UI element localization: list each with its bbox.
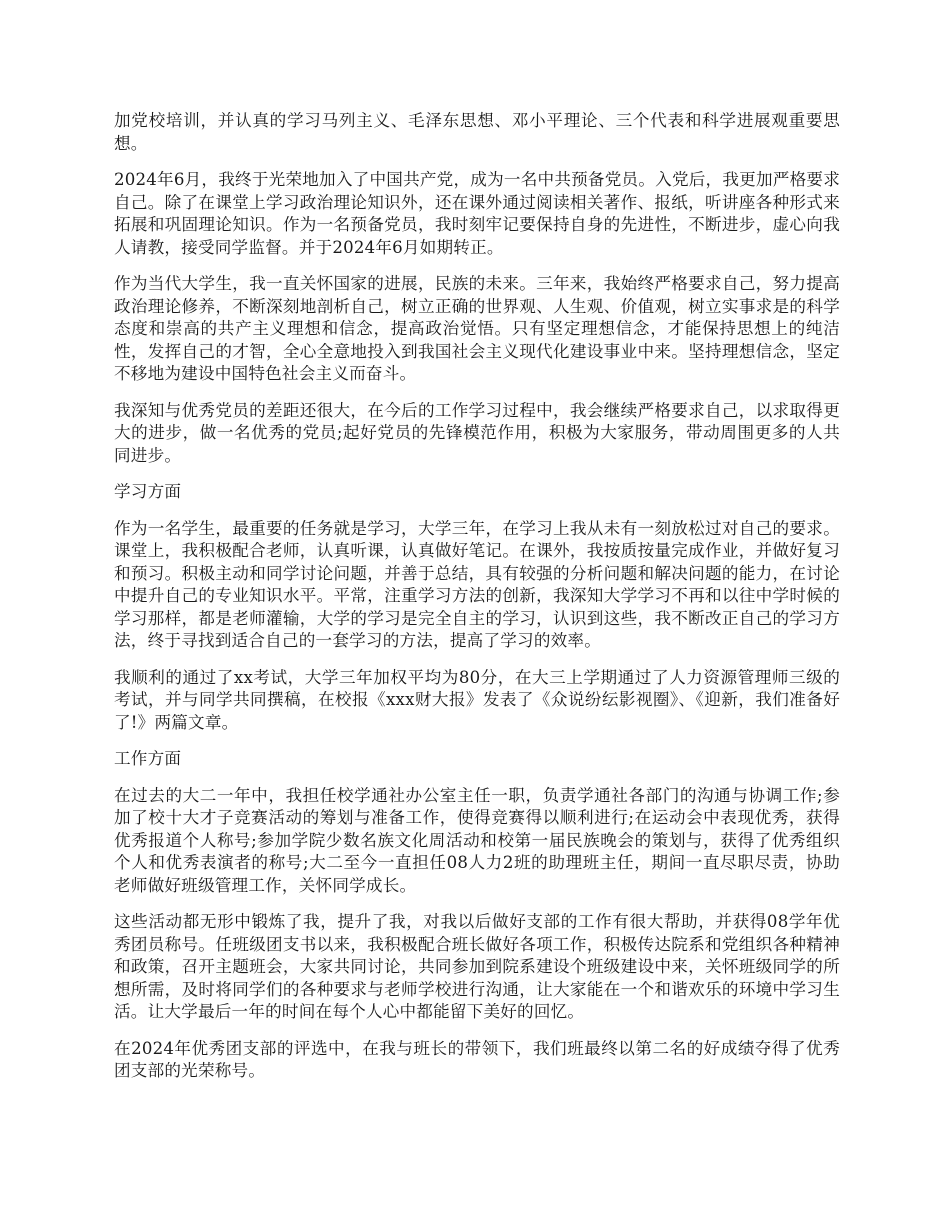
paragraph-self-improvement: 我深知与优秀党员的差距还很大，在今后的工作学习过程中，我会继续严格要求自己，以求取得更大的进步，做一名优秀的党员;起好党员的先锋模范作用，积极为大家服务，带动周围更多的人共同进步。 (114, 400, 840, 465)
section-heading-work: 工作方面 (114, 749, 182, 768)
paragraph-ideals: 作为当代大学生，我一直关怀国家的进展，民族的未来。三年来，我始终严格要求自己，努力提高政治理论修养，不断深刻地剖析自己，树立正确的世界观、人生观、价值观，树立实事求是的科学态度和崇高的共产主义理想和信念，提高政治觉悟。只有坚定理想信念，才能保持思想上的纯洁性，发挥自己的才智，全心全意地投入到我国社会主义现代化建设事业中来。坚持理想信念，坚定不移地为建设中国特色社会主义而奋斗。 (114, 274, 840, 383)
paragraph-study: 作为一名学生，最重要的任务就是学习，大学三年，在学习上我从未有一刻放松过对自己的要求。课堂上，我积极配合老师，认真听课，认真做好笔记。在课外，我按质按量完成作业，并做好复习和预习。积极主动和同学讨论问题，并善于总结，具有较强的分析问题和解决问题的能力，在讨论中提升自己的专业知识水平。平常，注重学习方法的创新，我深知大学学习不再和以往中学时候的学习那样，都是老师灌输，大学的学习是完全自主的学习，认识到这些，我不断改正自己的学习方法，终于寻找到适合自己的一套学习的方法，提高了学习的效率。 (114, 518, 840, 650)
paragraph-party-training: 加党校培训，并认真的学习马列主义、毛泽东思想、邓小平理论、三个代表和科学进展观重要思想。 (114, 111, 840, 153)
paragraph-league-work: 这些活动都无形中锻炼了我，提升了我，对我以后做好支部的工作有很大帮助，并获得08学年优秀团员称号。任班级团支书以来，我积极配合班长做好各项工作，积极传达院系和党组织各种精神和政策，召开主题班会，大家共同讨论，共同参加到院系建设个班级建设中来，关怀班级同学的所想所需，及时将同学们的各种要求与老师学校进行沟通，让大家能在一个和谐欢乐的环境中学习生活。让大学最后一年的时间在每个人心中都能留下美好的回忆。 (114, 912, 840, 1021)
paragraph-achievements: 我顺利的通过了xx考试，大学三年加权平均为80分，在大三上学期通过了人力资源管理师三级的考试，并与同学共同撰稿，在校报《xxx财大报》发表了《众说纷纭影视圈》、《迎新，我们准备好了!》两篇文章。 (114, 667, 840, 732)
document-body (114, 110, 840, 1097)
paragraph-work-experience: 在过去的大二一年中，我担任校学通社办公室主任一职，负责学通社各部门的沟通与协调工作;参加了校十大才子竞赛活动的筹划与准备工作，使得竞赛得以顺利进行;在运动会中表现优秀，获得优秀报道个人称号;参加学院少数名族文化周活动和校第一届民族晚会的策划与，获得了优秀组织个人和优秀表演者的称号;大二至今一直担任08人力2班的助理班主任，期间一直尽职尽责，协助老师做好班级管理工作，关怀同学成长。 (114, 785, 840, 895)
section-heading-study: 学习方面 (114, 482, 182, 501)
paragraph-award: 在2024年优秀团支部的评选中，在我与班长的带领下，我们班最终以第二名的好成绩夺得了优秀团支部的光荣称号。 (114, 1038, 840, 1080)
paragraph-party-membership: 2024年6月，我终于光荣地加入了中国共产党，成为一名中共预备党员。入党后，我更加严格要求自己。除了在课堂上学习政治理论知识外，还在课外通过阅读相关著作、报纸，听讲座各种形式来拓展和巩固理论知识。作为一名预备党员，我时刻牢记要保持自身的先进性，不断进步，虚心向我人请教，接受同学监督。并于2024年6月如期转正。 (114, 170, 840, 257)
